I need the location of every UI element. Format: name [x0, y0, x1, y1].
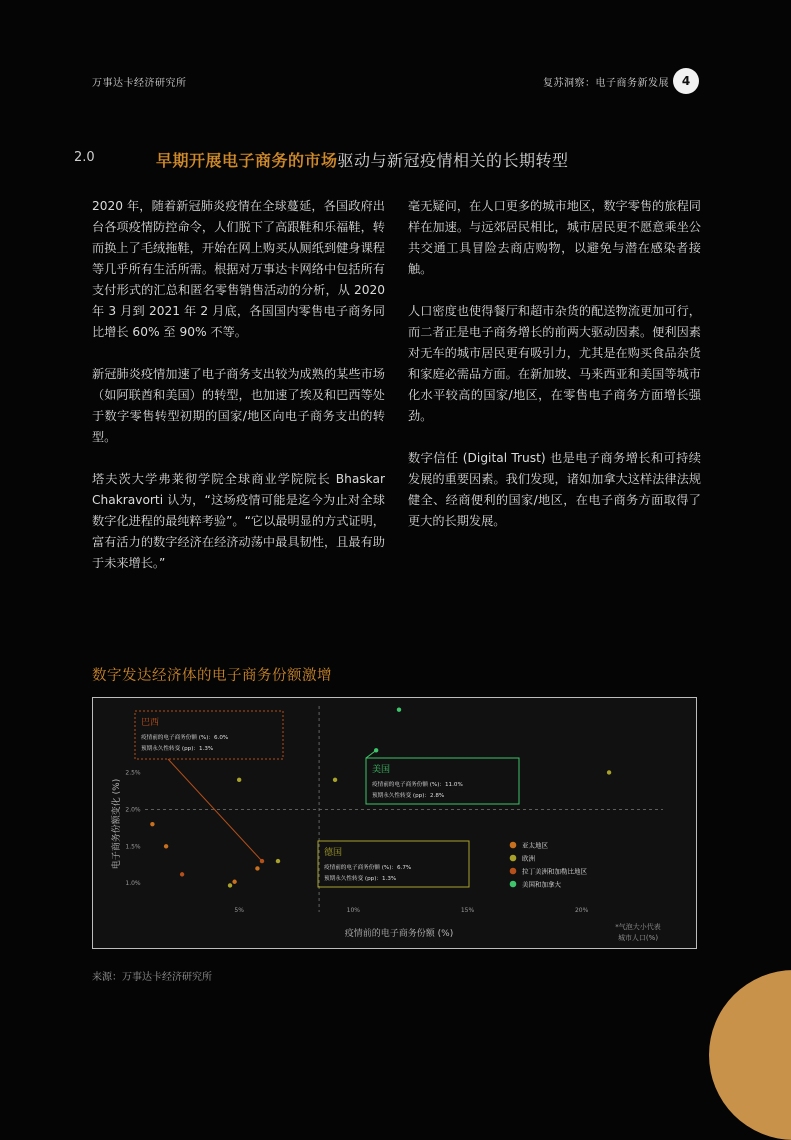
annotation-country: 巴西	[141, 718, 160, 728]
annotation-detail: 预期永久性转变 (pp)：2.8%	[372, 793, 445, 799]
section-title	[156, 148, 569, 171]
x-tick-label: 5%	[234, 907, 244, 914]
data-point	[255, 866, 259, 870]
legend-marker	[510, 881, 517, 888]
data-point	[237, 778, 241, 782]
paragraph: 新冠肺炎疫情加速了电子商务支出较为成熟的某些市场（如阿联酋和美国）的转型，也加速了埃及和巴西等处于数字零售转型初期的国家/地区向电子商务支出的转型。	[92, 367, 385, 444]
header-org-name: 万事达卡经济研究所	[92, 78, 187, 89]
legend-marker	[510, 842, 517, 849]
bubble-size-note: *气泡大小代表	[615, 923, 661, 931]
legend-label: 美国和加拿大	[522, 880, 561, 889]
paragraph: 数字信任 (Digital Trust) 也是电子商务增长和可持续发展的重要因素。我们发现，诸如加拿大这样法律法规健全、经商便利的国家/地区，在电子商务方面取得了更大的长期发展。	[408, 451, 701, 528]
legend-marker	[510, 868, 517, 875]
annotation-detail: 预期永久性转变 (pp)：1.3%	[141, 746, 214, 752]
annotation-detail: 疫情前的电子商务份额 (%)：11.0%	[372, 782, 463, 788]
y-tick-label: 2.0%	[125, 806, 141, 814]
bubble-size-note: 城市人口(%)	[617, 934, 659, 942]
annotation-detail: 预期永久性转变 (pp)：1.3%	[324, 876, 397, 882]
legend-label: 亚太地区	[522, 841, 548, 850]
data-point	[607, 770, 611, 774]
legend-label: 欧洲	[522, 854, 535, 863]
data-point	[397, 707, 401, 711]
x-axis-label: 疫情前的电子商务份额 (%)	[344, 929, 454, 939]
paragraph: 毫无疑问，在人口更多的城市地区，数字零售的旅程同样在加速。与远郊居民相比，城市居民更不愿意乘坐公共交通工具冒险去商店购物，以避免与潜在感染者接触。	[408, 199, 701, 276]
legend-label: 拉丁美洲和加勒比地区	[522, 867, 587, 876]
section-title-rest: 驱动与新冠疫情相关的长期转型	[337, 151, 569, 170]
data-point	[228, 883, 232, 887]
annotation-country: 美国	[372, 765, 391, 775]
x-tick-label: 15%	[460, 907, 475, 914]
scatter-chart	[92, 697, 697, 949]
decorative-circle	[709, 970, 791, 1140]
paragraph: 2020 年，随着新冠肺炎疫情在全球蔓延，各国政府出台各项疫情防控命令，人们脱下了高跟鞋和乐福鞋，转而换上了毛绒拖鞋，开始在网上购买从厕纸到健身课程等几乎所有生活所需。根据对万事达卡网络中包括所有支付形式的汇总和匿名零售销售活动的分析，从 2020 年 3 月到 2021 年 2 月底，各国国内零售电子商务同比增长 60% 至 90% 不等。	[92, 199, 385, 339]
section-number: 2.0	[74, 150, 95, 165]
body-column-left	[92, 196, 385, 595]
x-tick-label: 10%	[346, 907, 361, 914]
legend-marker	[510, 855, 517, 862]
scatter-chart-svg	[93, 698, 696, 948]
data-point	[276, 859, 280, 863]
annotation-leader-line	[168, 759, 262, 861]
header-report-title: 复苏洞察：电子商务新发展	[543, 78, 669, 89]
data-point	[180, 872, 184, 876]
annotation-country: 德国	[324, 848, 343, 858]
page-number-badge: 4	[673, 68, 699, 94]
data-point	[150, 822, 154, 826]
y-axis-label: 电子商务份额变化 (%)	[112, 778, 122, 870]
y-tick-label: 2.5%	[125, 769, 141, 777]
chart-title: 数字发达经济体的电子商务份额激增	[92, 668, 332, 684]
data-point	[260, 859, 264, 863]
data-point	[333, 778, 337, 782]
annotation-detail: 疫情前的电子商务份额 (%)：6.7%	[324, 865, 412, 871]
x-tick-label: 20%	[574, 907, 589, 914]
source-note: 来源：万事达卡经济研究所	[92, 972, 212, 983]
paragraph: 塔夫茨大学弗莱彻学院全球商业学院院长 Bhaskar Chakravorti 认为，“这场疫情可能是迄今为止对全球数字化进程的最纯粹考验”。“它以最明显的方式证明，富有活力的数字经济在经济动荡中最具韧性，且最有助于未来增长。”	[92, 472, 385, 570]
annotation-detail: 疫情前的电子商务份额 (%)：6.0%	[141, 735, 229, 741]
paragraph: 人口密度也使得餐厅和超市杂货的配送物流更加可行，而二者正是电子商务增长的前两大驱动因素。便利因素对无车的城市居民更有吸引力，尤其是在购买食品杂货和家庭必需品方面。在新加坡、马来西亚和美国等城市化水平较高的国家/地区，在零售电子商务方面增长强劲。	[408, 304, 701, 423]
y-tick-label: 1.0%	[125, 880, 141, 888]
y-tick-label: 1.5%	[125, 843, 141, 851]
body-column-right	[408, 196, 701, 553]
data-point	[232, 880, 236, 884]
section-title-highlight: 早期开展电子商务的市场	[156, 151, 338, 170]
data-point	[374, 748, 378, 752]
data-point	[164, 844, 168, 848]
